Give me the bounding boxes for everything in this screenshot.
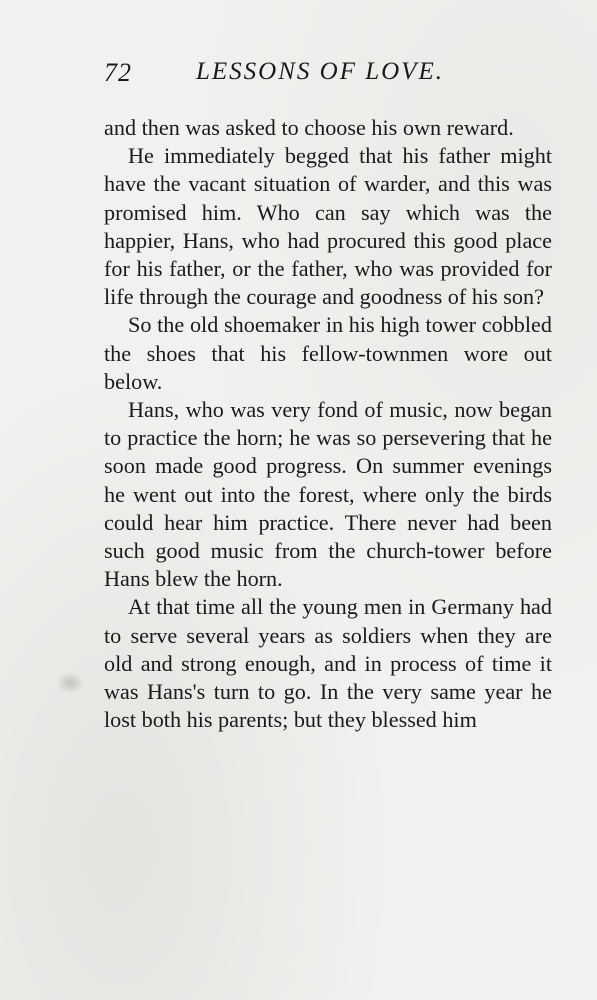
paragraph-5: At that time all the young men in Germany had to serve several years as soldiers when they are old and strong enough, and in process of time it was Hans's turn to go. In the very same year he lost both his parents; but they blessed him xyxy=(104,594,552,733)
page-number: 72 xyxy=(104,58,132,87)
paragraph-3: So the old shoemaker in his high tower cobbled the shoes that his fellow-townmen wore out below. xyxy=(104,312,552,394)
page-header xyxy=(104,58,524,94)
paragraph-1: and then was asked to choose his own reward. xyxy=(104,115,514,140)
ink-smudge xyxy=(56,672,84,694)
running-title: LESSONS OF LOVE. xyxy=(196,58,444,85)
paragraph-2: He immediately begged that his father might have the vacant situation of warder, and this was promised him. Who can say which was the happier, Hans, who had procured this good place for his father, or the father, who was provided for life through the courage and goodness of his son? xyxy=(104,143,552,310)
body-text xyxy=(104,114,552,734)
paragraph-4: Hans, who was very fond of music, now began to practice the horn; he was so persevering that he soon made good progress. On summer evenings he went out into the forest, where only the birds could hear him practice. There never had been such good music from the church-tower before Hans blew the horn. xyxy=(104,397,552,592)
